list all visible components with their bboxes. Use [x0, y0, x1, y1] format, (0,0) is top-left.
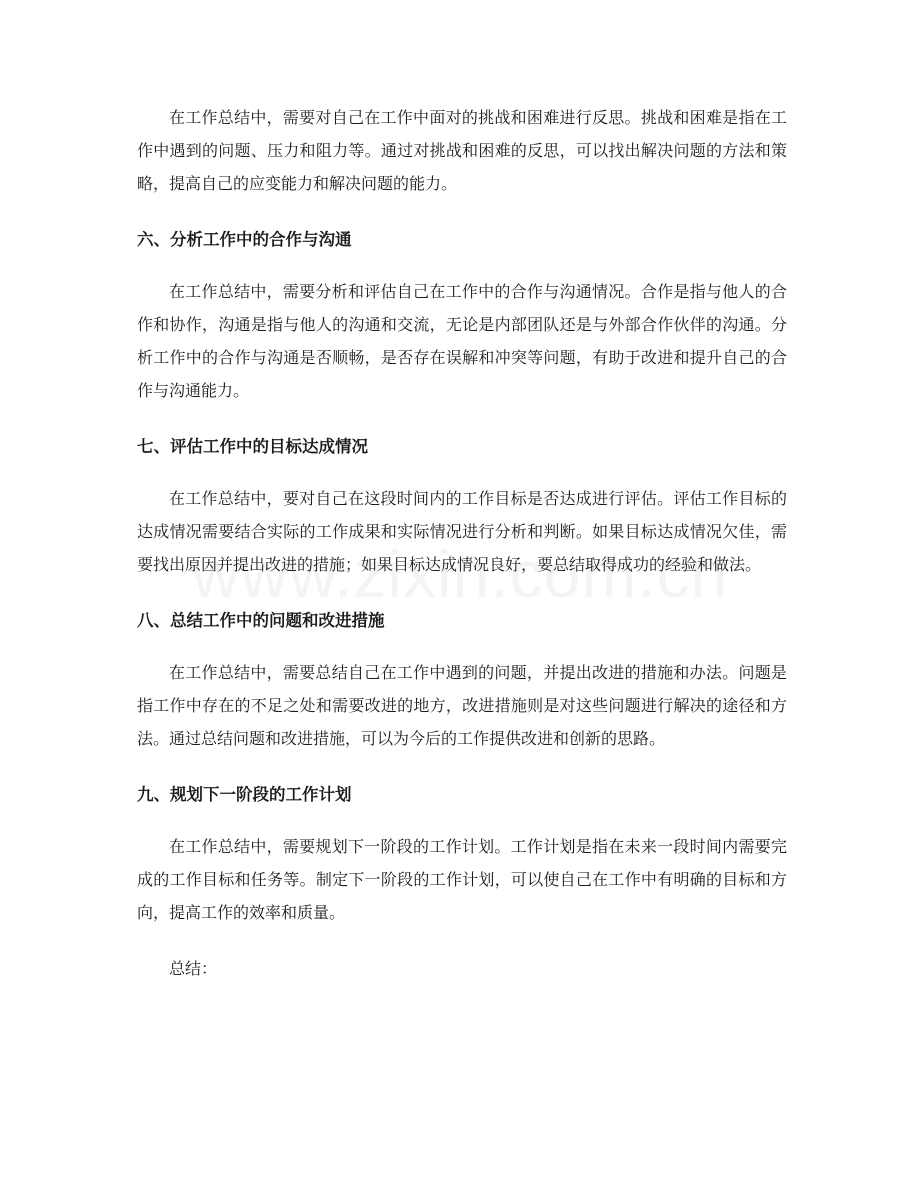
paragraph-section-9: 在工作总结中，需要规划下一阶段的工作计划。工作计划是指在未来一段时间内需要完成的工作目标和任务等。制定下一阶段的工作计划，可以使自己在工作中有明确的目标和方向，提高工作的效率和质量。	[137, 837, 787, 922]
heading-section-8: 八、总结工作中的问题和改进措施	[137, 611, 385, 630]
heading-section-6: 六、分析工作中的合作与沟通	[137, 230, 352, 249]
summary-label: 总结：	[169, 959, 218, 978]
heading-section-7: 七、评估工作中的目标达成情况	[137, 437, 368, 456]
paragraph-section-8: 在工作总结中，需要总结自己在工作中遇到的问题，并提出改进的措施和办法。问题是指工作中存在的不足之处和需要改进的地方，改进措施则是对这些问题进行解决的途径和方法。通过总结问题和改进措施，可以为今后的工作提供改进和创新的思路。	[137, 663, 787, 748]
heading-section-9: 九、规划下一阶段的工作计划	[137, 785, 352, 804]
document-body	[137, 101, 787, 985]
paragraph-section-7: 在工作总结中，要对自己在这段时间内的工作目标是否达成进行评估。评估工作目标的达成情况需要结合实际的工作成果和实际情况进行分析和判断。如果目标达成情况欠佳，需要找出原因并提出改进的措施；如果目标达成情况良好，要总结取得成功的经验和做法。	[137, 489, 787, 574]
paragraph-intro: 在工作总结中，需要对自己在工作中面对的挑战和困难进行反思。挑战和困难是指在工作中遇到的问题、压力和阻力等。通过对挑战和困难的反思，可以找出解决问题的方法和策略，提高自己的应变能力和解决问题的能力。	[137, 108, 787, 193]
paragraph-section-6: 在工作总结中，需要分析和评估自己在工作中的合作与沟通情况。合作是指与他人的合作和协作，沟通是指与他人的沟通和交流，无论是内部团队还是与外部合作伙伴的沟通。分析工作中的合作与沟通是否顺畅，是否存在误解和冲突等问题，有助于改进和提升自己的合作与沟通能力。	[137, 282, 787, 400]
